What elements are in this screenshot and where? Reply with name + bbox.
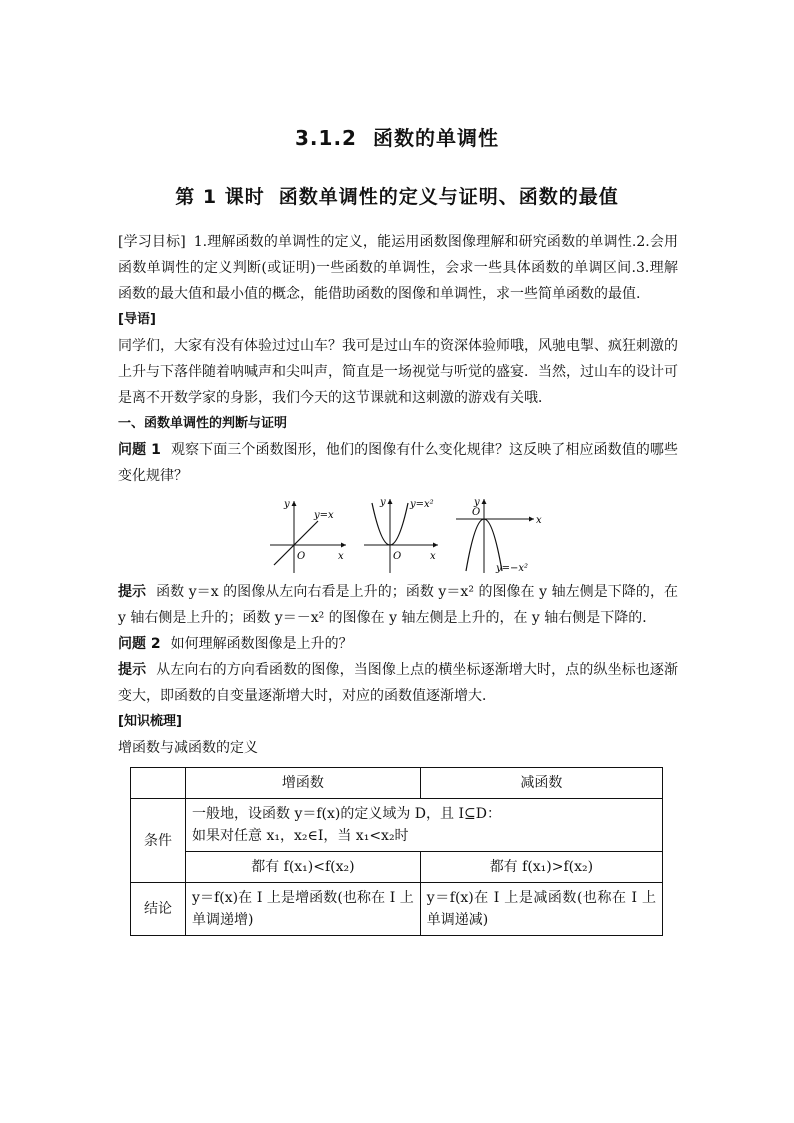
function-graphs xyxy=(118,497,678,575)
table-increasing-conclusion: y＝f(x)在 I 上是增函数(也称在 I 上单调递增) xyxy=(186,883,421,936)
graph-2-axis-x: x xyxy=(430,551,436,562)
graph-1-axis-y: y xyxy=(284,499,290,510)
question-2-label: 问题 2 xyxy=(118,636,161,652)
graph-2-label: y=x² xyxy=(410,499,434,510)
table-corner-cell xyxy=(131,768,186,799)
table-row xyxy=(131,852,663,883)
table-increasing-condition: 都有 f(x₁)<f(x₂) xyxy=(186,852,421,883)
table-row xyxy=(131,883,663,936)
intro-label: [导语] xyxy=(118,312,156,327)
graph-2-axis-y: y xyxy=(380,497,386,508)
question-2-text: 如何理解函数图像是上升的？ xyxy=(170,636,353,652)
table-row xyxy=(131,768,663,799)
question-1-label: 问题 1 xyxy=(118,442,161,458)
learning-goals xyxy=(118,229,678,307)
lesson-label: 第 1 课时 xyxy=(175,186,265,208)
section-number: 3.1.2 xyxy=(295,126,357,150)
question-2 xyxy=(118,631,678,657)
lesson-title xyxy=(0,182,794,209)
section-title xyxy=(0,122,794,151)
hint-1-label: 提示 xyxy=(118,584,147,600)
table-condition-line-1: 一般地，设函数 y＝f(x)的定义域为 D，且 I⊆D： xyxy=(192,806,501,822)
table-decreasing-condition: 都有 f(x₁)>f(x₂) xyxy=(420,852,662,883)
table-header-increasing: 增函数 xyxy=(186,768,421,799)
graph-y-equals-neg-x-squared xyxy=(454,497,544,575)
table-row xyxy=(131,799,663,852)
hint-2-text: 从左向右的方向看函数的图像，当图像上点的横坐标逐渐增大时，点的纵坐标也逐渐变大，即函数的自变量逐渐增大时，对应的函数值逐渐增大． xyxy=(118,662,679,704)
definition-table xyxy=(130,767,663,936)
hint-1 xyxy=(118,579,678,631)
graph-3-origin: O xyxy=(472,507,481,518)
table-header-decreasing: 减函数 xyxy=(420,768,662,799)
graph-2-origin: O xyxy=(393,551,402,562)
table-decreasing-conclusion: y＝f(x)在 I 上是减函数(也称在 I 上单调递减) xyxy=(420,883,662,936)
graph-y-equals-x xyxy=(266,497,350,575)
graph-1-origin: O xyxy=(297,551,306,562)
section-1-heading: 一、函数单调性的判断与证明 xyxy=(118,416,288,431)
graph-3-axis-x: x xyxy=(536,515,542,526)
table-conclusion-label: 结论 xyxy=(131,883,186,936)
graph-1-axis-x: x xyxy=(338,551,344,562)
document-body xyxy=(118,229,678,936)
lesson-title-text: 函数单调性的定义与证明、函数的最值 xyxy=(278,186,619,208)
question-1 xyxy=(118,437,678,489)
graph-1-label: y=x xyxy=(314,510,334,521)
table-condition-line-2: 如果对任意 x₁，x₂∈I，当 x₁<x₂时 xyxy=(192,828,409,844)
table-condition-label: 条件 xyxy=(131,799,186,883)
table-condition-text xyxy=(186,799,663,852)
hint-2-label: 提示 xyxy=(118,662,147,678)
graph-3-axis-y: y xyxy=(474,497,480,508)
knowledge-subtitle: 增函数与减函数的定义 xyxy=(118,740,258,756)
hint-1-text: 函数 y＝x 的图像从左向右看是上升的；函数 y＝x² 的图像在 y 轴左侧是下降的，在 y 轴右侧是上升的；函数 y＝－x² 的图像在 y 轴左侧是上升的，在 y 轴右侧是下降的． xyxy=(118,584,678,626)
learning-goals-text: 1.理解函数的单调性的定义，能运用函数图像理解和研究函数的单调性.2.会用函数单调性的定义判断(或证明)一些函数的单调性，会求一些具体函数的单调区间.3.理解函数的最大值和最小值的概念，能借助函数的图像和单调性，求一些简单函数的最值. xyxy=(118,234,678,302)
section-title-text: 函数的单调性 xyxy=(372,126,499,150)
graph-y-equals-x-squared xyxy=(360,497,444,575)
question-1-text: 观察下面三个函数图形，他们的图像有什么变化规律？这反映了相应函数值的哪些变化规律？ xyxy=(118,442,678,484)
knowledge-label: [知识梳理] xyxy=(118,714,182,729)
graph-3-label: y=−x² xyxy=(496,563,529,574)
learning-goals-label: [学习目标] xyxy=(118,234,186,250)
intro-text: 同学们，大家有没有体验过过山车？我可是过山车的资深体验师哦，风驰电掣、疯狂刺激的上升与下落伴随着呐喊声和尖叫声，简直是一场视觉与听觉的盛宴．当然，过山车的设计可是离不开数学家的身影，我们今天的这节课就和这刺激的游戏有关哦． xyxy=(118,338,678,406)
hint-2 xyxy=(118,657,678,709)
